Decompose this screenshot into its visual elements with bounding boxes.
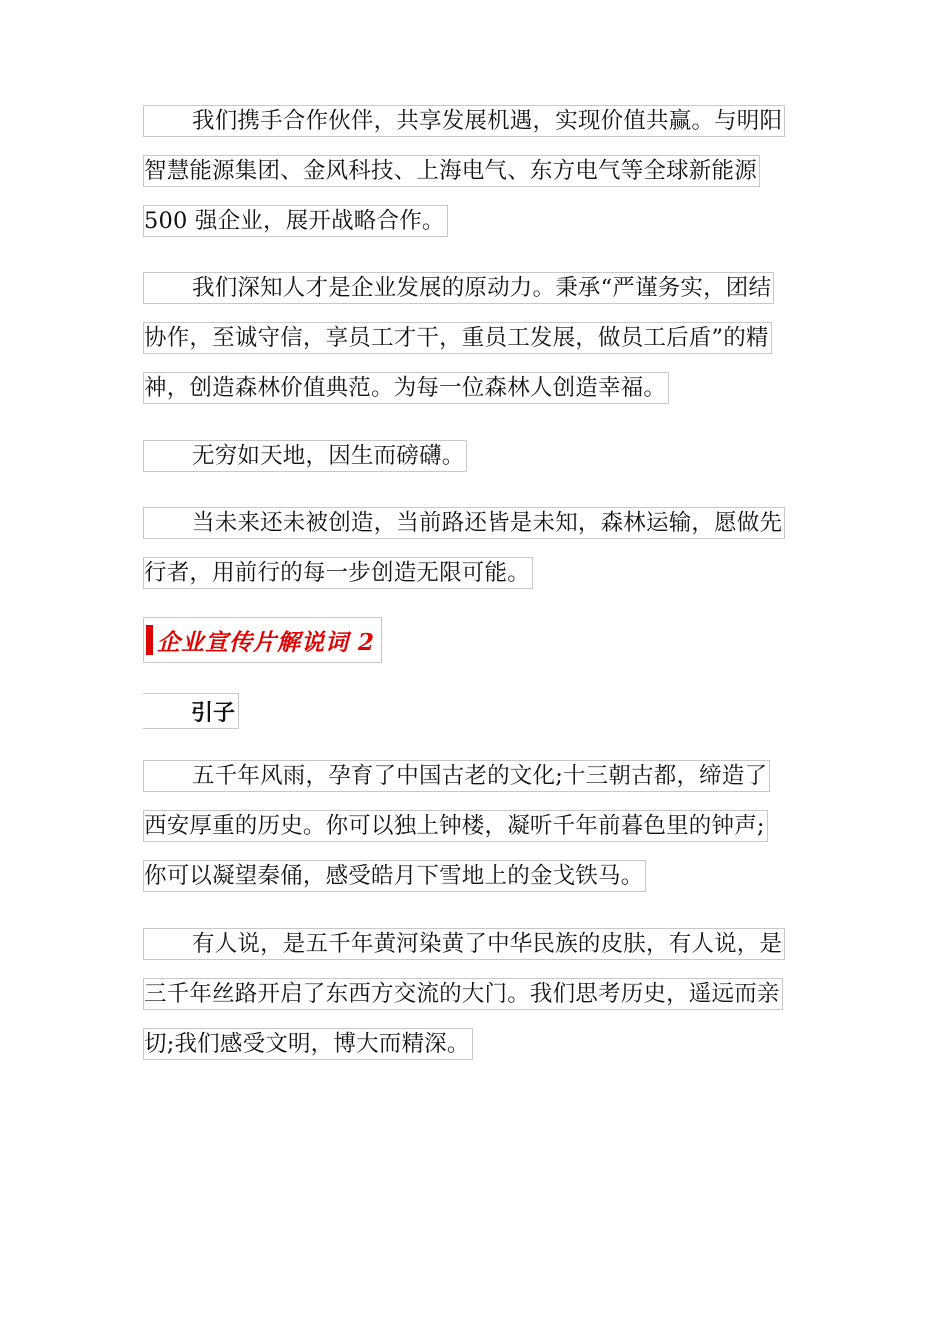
paragraph-line: 协作，至诚守信，享员工才干，重员工发展，做员工后盾”的精 <box>143 322 772 354</box>
paragraph-line: 三千年丝路开启了东西方交流的大门。我们思考历史，遥远而亲 <box>143 978 783 1010</box>
paragraph-line: 无穷如天地，因生而磅礴。 <box>143 440 467 472</box>
paragraph-line: 神，创造森林价值典范。为每一位森林人创造幸福。 <box>143 372 669 404</box>
paragraph-history <box>143 750 770 900</box>
heading-marker <box>146 625 153 655</box>
section-heading-text: 企业宣传片解说词 2 <box>157 628 376 656</box>
paragraph-line: 当未来还未被创造，当前路还皆是未知，森林运输，愿做先 <box>143 507 785 539</box>
paragraph-line: 切;我们感受文明，博大而精深。 <box>143 1028 473 1060</box>
paragraph-line: 你可以凝望秦俑，感受皓月下雪地上的金戈铁马。 <box>143 860 646 892</box>
paragraph-line: 我们深知人才是企业发展的原动力。秉承“严谨务实，团结 <box>143 272 774 304</box>
paragraph-line: 智慧能源集团、金风科技、上海电气、东方电气等全球新能源 <box>143 155 760 187</box>
paragraph-future <box>143 497 785 597</box>
paragraph-line: 行者，用前行的每一步创造无限可能。 <box>143 557 533 589</box>
paragraph-line: 五千年风雨，孕育了中国古老的文化;十三朝古都，缔造了 <box>143 760 770 792</box>
paragraph-line: 有人说，是五千年黄河染黄了中华民族的皮肤，有人说，是 <box>143 928 785 960</box>
paragraph-partners <box>143 95 785 245</box>
paragraph-silk-road <box>143 918 785 1068</box>
section-heading <box>143 617 382 663</box>
paragraph-talent <box>143 262 774 412</box>
paragraph-line: 我们携手合作伙伴，共享发展机遇，实现价值共赢。与明阳 <box>143 105 785 137</box>
paragraph-line: 500 强企业，展开战略合作。 <box>143 205 448 237</box>
subheading: 引子 <box>143 693 239 729</box>
paragraph-line: 西安厚重的历史。你可以独上钟楼，凝听千年前暮色里的钟声; <box>143 810 768 842</box>
paragraph-heaven-earth <box>143 430 467 480</box>
